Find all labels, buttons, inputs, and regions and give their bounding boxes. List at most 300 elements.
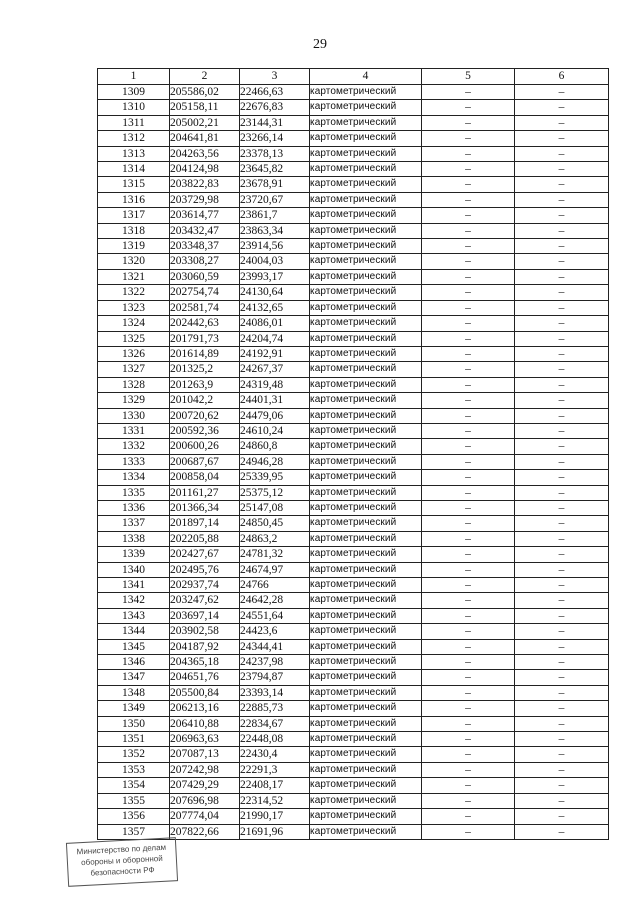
table-row [98, 516, 609, 531]
x-coordinate-cell: 200720,62 [170, 408, 240, 423]
col5-cell: – [422, 300, 515, 315]
col5-cell: – [422, 824, 515, 839]
method-cell: картометрический [310, 146, 422, 161]
table-row [98, 793, 609, 808]
col6-cell: – [515, 670, 609, 685]
table-row [98, 239, 609, 254]
method-cell: картометрический [310, 85, 422, 100]
method-cell: картометрический [310, 608, 422, 623]
y-coordinate-cell: 24863,2 [240, 531, 310, 546]
method-cell: картометрический [310, 408, 422, 423]
x-coordinate-cell: 201263,9 [170, 377, 240, 392]
col5-cell: – [422, 516, 515, 531]
y-coordinate-cell: 24192,91 [240, 346, 310, 361]
col6-cell: – [515, 362, 609, 377]
method-cell: картометрический [310, 192, 422, 207]
col5-cell: – [422, 655, 515, 670]
col6-cell: – [515, 454, 609, 469]
point-number-cell: 1329 [98, 393, 170, 408]
table-row [98, 562, 609, 577]
x-coordinate-cell: 207242,98 [170, 762, 240, 777]
method-cell: картометрический [310, 747, 422, 762]
table-row [98, 624, 609, 639]
col5-cell: – [422, 239, 515, 254]
point-number-cell: 1318 [98, 223, 170, 238]
point-number-cell: 1328 [98, 377, 170, 392]
col6-cell: – [515, 531, 609, 546]
method-cell: картометрический [310, 177, 422, 192]
y-coordinate-cell: 23863,34 [240, 223, 310, 238]
col6-cell: – [515, 300, 609, 315]
x-coordinate-cell: 203822,83 [170, 177, 240, 192]
y-coordinate-cell: 23678,91 [240, 177, 310, 192]
point-number-cell: 1337 [98, 516, 170, 531]
x-coordinate-cell: 200858,04 [170, 470, 240, 485]
y-coordinate-cell: 23266,14 [240, 131, 310, 146]
point-number-cell: 1323 [98, 300, 170, 315]
table-row [98, 639, 609, 654]
table-row [98, 100, 609, 115]
point-number-cell: 1344 [98, 624, 170, 639]
col5-cell: – [422, 716, 515, 731]
method-cell: картометрический [310, 423, 422, 438]
col6-cell: – [515, 100, 609, 115]
col6-cell: – [515, 269, 609, 284]
method-cell: картометрический [310, 223, 422, 238]
method-cell: картометрический [310, 547, 422, 562]
point-number-cell: 1316 [98, 192, 170, 207]
method-cell: картометрический [310, 439, 422, 454]
col6-cell: – [515, 485, 609, 500]
header-col-4: 4 [310, 69, 422, 85]
table-row [98, 331, 609, 346]
table-row [98, 655, 609, 670]
table-row [98, 177, 609, 192]
col5-cell: – [422, 732, 515, 747]
x-coordinate-cell: 201042,2 [170, 393, 240, 408]
table-row [98, 300, 609, 315]
col5-cell: – [422, 393, 515, 408]
point-number-cell: 1354 [98, 778, 170, 793]
point-number-cell: 1317 [98, 208, 170, 223]
col5-cell: – [422, 423, 515, 438]
point-number-cell: 1310 [98, 100, 170, 115]
table-header-row [98, 69, 609, 85]
method-cell: картометрический [310, 377, 422, 392]
y-coordinate-cell: 25375,12 [240, 485, 310, 500]
point-number-cell: 1340 [98, 562, 170, 577]
y-coordinate-cell: 24642,28 [240, 593, 310, 608]
y-coordinate-cell: 24946,28 [240, 454, 310, 469]
y-coordinate-cell: 22676,83 [240, 100, 310, 115]
col5-cell: – [422, 115, 515, 130]
y-coordinate-cell: 23393,14 [240, 685, 310, 700]
method-cell: картометрический [310, 316, 422, 331]
table-row [98, 608, 609, 623]
method-cell: картометрический [310, 300, 422, 315]
method-cell: картометрический [310, 531, 422, 546]
y-coordinate-cell: 23861,7 [240, 208, 310, 223]
col6-cell: – [515, 793, 609, 808]
col6-cell: – [515, 393, 609, 408]
coordinates-table [97, 68, 609, 840]
method-cell: картометрический [310, 100, 422, 115]
header-col-1: 1 [98, 69, 170, 85]
col6-cell: – [515, 716, 609, 731]
method-cell: картометрический [310, 362, 422, 377]
col6-cell: – [515, 562, 609, 577]
table-row [98, 254, 609, 269]
point-number-cell: 1347 [98, 670, 170, 685]
x-coordinate-cell: 204124,98 [170, 162, 240, 177]
point-number-cell: 1341 [98, 578, 170, 593]
method-cell: картометрический [310, 778, 422, 793]
table-row [98, 439, 609, 454]
y-coordinate-cell: 24086,01 [240, 316, 310, 331]
point-number-cell: 1314 [98, 162, 170, 177]
x-coordinate-cell: 204641,81 [170, 131, 240, 146]
method-cell: картометрический [310, 809, 422, 824]
x-coordinate-cell: 203348,37 [170, 239, 240, 254]
method-cell: картометрический [310, 655, 422, 670]
point-number-cell: 1356 [98, 809, 170, 824]
table-row [98, 578, 609, 593]
point-number-cell: 1330 [98, 408, 170, 423]
method-cell: картометрический [310, 500, 422, 515]
x-coordinate-cell: 203308,27 [170, 254, 240, 269]
y-coordinate-cell: 24344,41 [240, 639, 310, 654]
col6-cell: – [515, 762, 609, 777]
point-number-cell: 1343 [98, 608, 170, 623]
x-coordinate-cell: 203060,59 [170, 269, 240, 284]
x-coordinate-cell: 202937,74 [170, 578, 240, 593]
table-row [98, 131, 609, 146]
point-number-cell: 1339 [98, 547, 170, 562]
point-number-cell: 1351 [98, 732, 170, 747]
point-number-cell: 1315 [98, 177, 170, 192]
col5-cell: – [422, 346, 515, 361]
col5-cell: – [422, 439, 515, 454]
table-row [98, 269, 609, 284]
table-row [98, 470, 609, 485]
method-cell: картометрический [310, 115, 422, 130]
col5-cell: – [422, 377, 515, 392]
method-cell: картометрический [310, 593, 422, 608]
stamp-line: безопасности РФ [90, 865, 155, 878]
x-coordinate-cell: 205002,21 [170, 115, 240, 130]
table-row [98, 809, 609, 824]
col5-cell: – [422, 285, 515, 300]
y-coordinate-cell: 24781,32 [240, 547, 310, 562]
x-coordinate-cell: 202495,76 [170, 562, 240, 577]
method-cell: картометрический [310, 716, 422, 731]
col6-cell: – [515, 377, 609, 392]
col5-cell: – [422, 131, 515, 146]
col5-cell: – [422, 793, 515, 808]
point-number-cell: 1312 [98, 131, 170, 146]
table-row [98, 377, 609, 392]
table-row [98, 547, 609, 562]
col6-cell: – [515, 162, 609, 177]
col6-cell: – [515, 223, 609, 238]
table-row [98, 593, 609, 608]
x-coordinate-cell: 202442,63 [170, 316, 240, 331]
col6-cell: – [515, 655, 609, 670]
y-coordinate-cell: 22291,3 [240, 762, 310, 777]
y-coordinate-cell: 24204,74 [240, 331, 310, 346]
col5-cell: – [422, 85, 515, 100]
col5-cell: – [422, 485, 515, 500]
method-cell: картометрический [310, 393, 422, 408]
col6-cell: – [515, 331, 609, 346]
point-number-cell: 1327 [98, 362, 170, 377]
x-coordinate-cell: 203432,47 [170, 223, 240, 238]
method-cell: картометрический [310, 254, 422, 269]
x-coordinate-cell: 203729,98 [170, 192, 240, 207]
x-coordinate-cell: 206963,63 [170, 732, 240, 747]
col6-cell: – [515, 316, 609, 331]
col5-cell: – [422, 500, 515, 515]
table-row [98, 701, 609, 716]
method-cell: картометрический [310, 208, 422, 223]
table-row [98, 115, 609, 130]
y-coordinate-cell: 24674,97 [240, 562, 310, 577]
col5-cell: – [422, 208, 515, 223]
stamp-line: Министерство по делам [76, 842, 167, 857]
col5-cell: – [422, 316, 515, 331]
method-cell: картометрический [310, 331, 422, 346]
point-number-cell: 1346 [98, 655, 170, 670]
col5-cell: – [422, 670, 515, 685]
y-coordinate-cell: 24319,48 [240, 377, 310, 392]
table-row [98, 85, 609, 100]
method-cell: картометрический [310, 732, 422, 747]
point-number-cell: 1348 [98, 685, 170, 700]
y-coordinate-cell: 25147,08 [240, 500, 310, 515]
method-cell: картометрический [310, 670, 422, 685]
col5-cell: – [422, 362, 515, 377]
col5-cell: – [422, 701, 515, 716]
x-coordinate-cell: 201325,2 [170, 362, 240, 377]
y-coordinate-cell: 21691,96 [240, 824, 310, 839]
x-coordinate-cell: 200600,26 [170, 439, 240, 454]
col6-cell: – [515, 192, 609, 207]
method-cell: картометрический [310, 516, 422, 531]
col6-cell: – [515, 578, 609, 593]
point-number-cell: 1324 [98, 316, 170, 331]
y-coordinate-cell: 23645,82 [240, 162, 310, 177]
col5-cell: – [422, 624, 515, 639]
x-coordinate-cell: 203614,77 [170, 208, 240, 223]
col5-cell: – [422, 531, 515, 546]
method-cell: картометрический [310, 685, 422, 700]
x-coordinate-cell: 206410,88 [170, 716, 240, 731]
point-number-cell: 1333 [98, 454, 170, 469]
point-number-cell: 1322 [98, 285, 170, 300]
method-cell: картометрический [310, 131, 422, 146]
col6-cell: – [515, 177, 609, 192]
x-coordinate-cell: 201366,34 [170, 500, 240, 515]
col5-cell: – [422, 454, 515, 469]
col6-cell: – [515, 809, 609, 824]
col5-cell: – [422, 269, 515, 284]
x-coordinate-cell: 204651,76 [170, 670, 240, 685]
x-coordinate-cell: 204365,18 [170, 655, 240, 670]
table-row [98, 393, 609, 408]
point-number-cell: 1331 [98, 423, 170, 438]
col5-cell: – [422, 562, 515, 577]
col6-cell: – [515, 732, 609, 747]
point-number-cell: 1350 [98, 716, 170, 731]
x-coordinate-cell: 201897,14 [170, 516, 240, 531]
x-coordinate-cell: 202205,88 [170, 531, 240, 546]
table-row [98, 762, 609, 777]
y-coordinate-cell: 24267,37 [240, 362, 310, 377]
point-number-cell: 1319 [98, 239, 170, 254]
x-coordinate-cell: 202427,67 [170, 547, 240, 562]
y-coordinate-cell: 23993,17 [240, 269, 310, 284]
point-number-cell: 1357 [98, 824, 170, 839]
table-row [98, 531, 609, 546]
y-coordinate-cell: 24610,24 [240, 423, 310, 438]
y-coordinate-cell: 22430,4 [240, 747, 310, 762]
col6-cell: – [515, 593, 609, 608]
table-row [98, 223, 609, 238]
col6-cell: – [515, 146, 609, 161]
y-coordinate-cell: 24401,31 [240, 393, 310, 408]
method-cell: картометрический [310, 624, 422, 639]
col5-cell: – [422, 593, 515, 608]
col6-cell: – [515, 239, 609, 254]
x-coordinate-cell: 203247,62 [170, 593, 240, 608]
y-coordinate-cell: 25339,95 [240, 470, 310, 485]
col5-cell: – [422, 685, 515, 700]
col6-cell: – [515, 285, 609, 300]
col5-cell: – [422, 408, 515, 423]
x-coordinate-cell: 206213,16 [170, 701, 240, 716]
point-number-cell: 1352 [98, 747, 170, 762]
table-row [98, 285, 609, 300]
col6-cell: – [515, 115, 609, 130]
y-coordinate-cell: 22448,08 [240, 732, 310, 747]
col6-cell: – [515, 254, 609, 269]
col5-cell: – [422, 192, 515, 207]
x-coordinate-cell: 200592,36 [170, 423, 240, 438]
col5-cell: – [422, 254, 515, 269]
method-cell: картометрический [310, 639, 422, 654]
col5-cell: – [422, 146, 515, 161]
col5-cell: – [422, 608, 515, 623]
x-coordinate-cell: 203697,14 [170, 608, 240, 623]
y-coordinate-cell: 21990,17 [240, 809, 310, 824]
method-cell: картометрический [310, 454, 422, 469]
y-coordinate-cell: 24423,6 [240, 624, 310, 639]
method-cell: картометрический [310, 285, 422, 300]
point-number-cell: 1313 [98, 146, 170, 161]
table-row [98, 747, 609, 762]
point-number-cell: 1311 [98, 115, 170, 130]
col5-cell: – [422, 762, 515, 777]
header-col-5: 5 [422, 69, 515, 85]
x-coordinate-cell: 205586,02 [170, 85, 240, 100]
col6-cell: – [515, 85, 609, 100]
y-coordinate-cell: 22408,17 [240, 778, 310, 793]
method-cell: картометрический [310, 162, 422, 177]
col6-cell: – [515, 778, 609, 793]
table-row [98, 454, 609, 469]
point-number-cell: 1325 [98, 331, 170, 346]
table-row [98, 146, 609, 161]
table-row [98, 500, 609, 515]
method-cell: картометрический [310, 701, 422, 716]
x-coordinate-cell: 207087,13 [170, 747, 240, 762]
x-coordinate-cell: 207822,66 [170, 824, 240, 839]
y-coordinate-cell: 24004,03 [240, 254, 310, 269]
table-row [98, 716, 609, 731]
stamp-line: обороны и оборонной [80, 853, 163, 868]
table-body [98, 85, 609, 840]
point-number-cell: 1349 [98, 701, 170, 716]
col6-cell: – [515, 547, 609, 562]
point-number-cell: 1353 [98, 762, 170, 777]
header-col-6: 6 [515, 69, 609, 85]
header-col-2: 2 [170, 69, 240, 85]
point-number-cell: 1320 [98, 254, 170, 269]
method-cell: картометрический [310, 485, 422, 500]
method-cell: картометрический [310, 346, 422, 361]
col6-cell: – [515, 208, 609, 223]
method-cell: картометрический [310, 470, 422, 485]
col5-cell: – [422, 778, 515, 793]
table-row [98, 162, 609, 177]
table-row [98, 192, 609, 207]
col5-cell: – [422, 470, 515, 485]
point-number-cell: 1309 [98, 85, 170, 100]
x-coordinate-cell: 207774,04 [170, 809, 240, 824]
x-coordinate-cell: 201614,89 [170, 346, 240, 361]
table-row [98, 732, 609, 747]
method-cell: картометрический [310, 562, 422, 577]
y-coordinate-cell: 24130,64 [240, 285, 310, 300]
point-number-cell: 1334 [98, 470, 170, 485]
table-row [98, 208, 609, 223]
col6-cell: – [515, 500, 609, 515]
col6-cell: – [515, 439, 609, 454]
method-cell: картометрический [310, 793, 422, 808]
table-row [98, 316, 609, 331]
y-coordinate-cell: 23794,87 [240, 670, 310, 685]
col5-cell: – [422, 331, 515, 346]
table-row [98, 778, 609, 793]
y-coordinate-cell: 22466,63 [240, 85, 310, 100]
col5-cell: – [422, 547, 515, 562]
y-coordinate-cell: 22885,73 [240, 701, 310, 716]
x-coordinate-cell: 207696,98 [170, 793, 240, 808]
point-number-cell: 1326 [98, 346, 170, 361]
table-row [98, 485, 609, 500]
method-cell: картометрический [310, 239, 422, 254]
y-coordinate-cell: 23914,56 [240, 239, 310, 254]
col6-cell: – [515, 608, 609, 623]
point-number-cell: 1345 [98, 639, 170, 654]
col6-cell: – [515, 470, 609, 485]
col6-cell: – [515, 824, 609, 839]
col5-cell: – [422, 578, 515, 593]
point-number-cell: 1335 [98, 485, 170, 500]
x-coordinate-cell: 200687,67 [170, 454, 240, 469]
y-coordinate-cell: 22314,52 [240, 793, 310, 808]
x-coordinate-cell: 202581,74 [170, 300, 240, 315]
